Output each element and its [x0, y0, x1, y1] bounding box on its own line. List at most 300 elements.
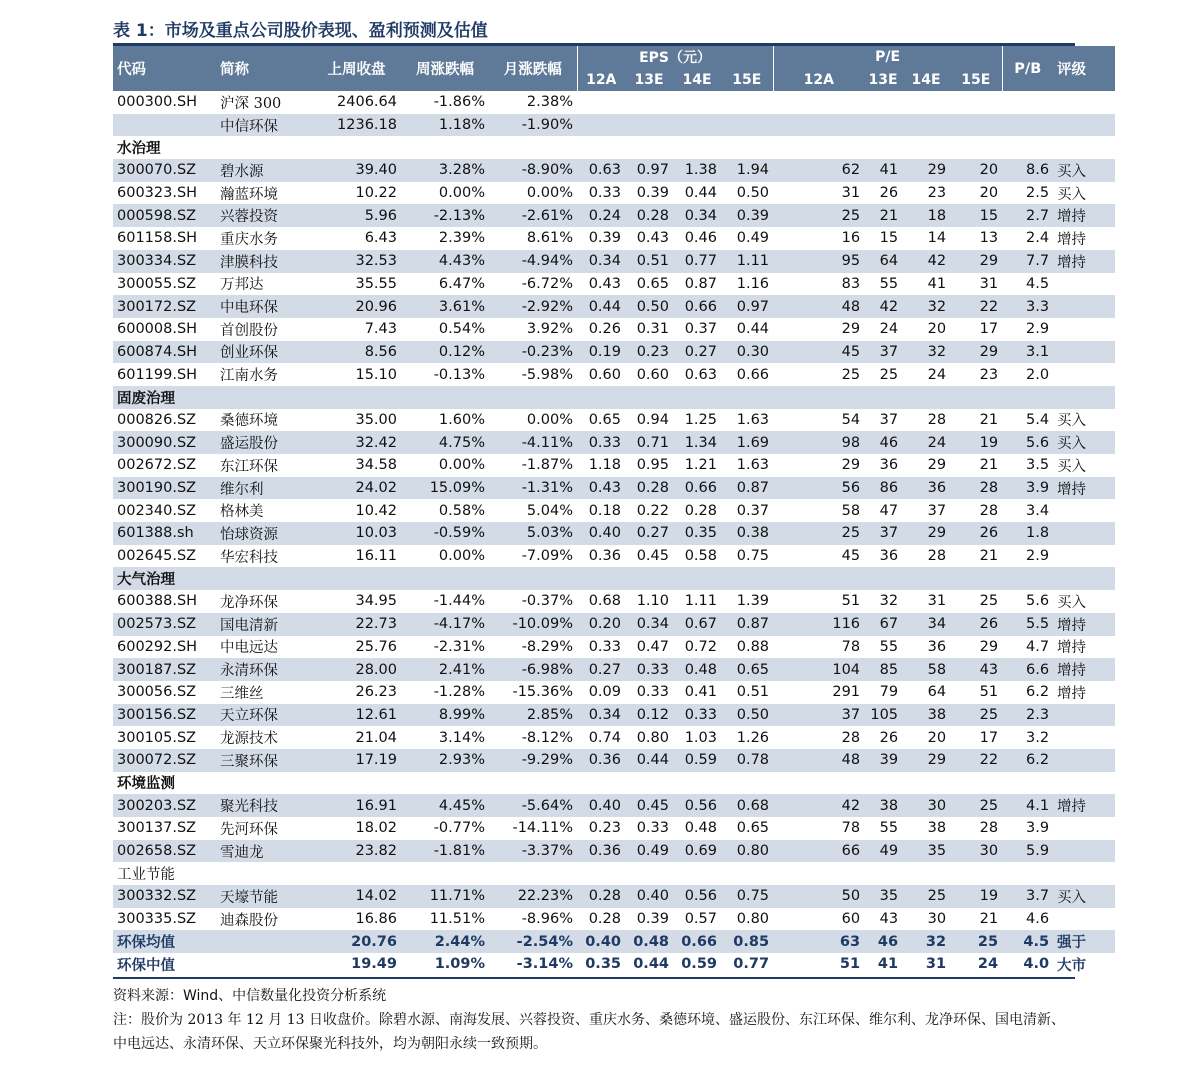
eps-value: 0.44 [736, 321, 770, 338]
eps-value: 0.41 [684, 684, 717, 701]
table-row [113, 499, 1115, 522]
pe-value: 32 [879, 593, 899, 610]
week-change: 3.28% [401, 159, 489, 182]
rating: 增持 [1057, 640, 1087, 657]
month-change: 0.00% [526, 185, 573, 202]
eps-value: 0.60 [636, 366, 669, 383]
stock-name: 盛运股份 [216, 431, 312, 454]
eps-value: 0.36 [588, 548, 621, 565]
pe-value: 56 [773, 477, 864, 500]
pe-value: 24 [879, 321, 899, 338]
pe-value: 20 [927, 321, 947, 338]
pe-value: 31 [841, 185, 861, 202]
eps-value: 0.97 [721, 295, 773, 318]
month-change: -8.29% [521, 638, 573, 655]
eps-value: 0.39 [636, 185, 669, 202]
month-change: -9.29% [489, 749, 577, 772]
last-close: 34.58 [355, 457, 397, 474]
pe-value: 86 [864, 477, 902, 500]
rating: 强于 [1053, 930, 1115, 953]
pb-value: 4.0 [1002, 953, 1053, 976]
eps-value: 0.59 [673, 953, 721, 976]
pb-value: 4.5 [1025, 275, 1050, 292]
week-change: 8.99% [401, 704, 489, 727]
pe-value: 46 [864, 431, 902, 454]
eps-value [577, 114, 625, 137]
pe-value [902, 114, 950, 137]
rating: 买入 [1057, 186, 1087, 203]
eps-value: 0.66 [673, 930, 721, 953]
pe-value: 291 [832, 684, 861, 701]
table-row [113, 454, 1115, 477]
month-change: -2.61% [489, 204, 577, 227]
summary-row [113, 930, 1115, 953]
eps-value: 0.28 [577, 885, 625, 908]
pe-value: 42 [773, 794, 864, 817]
pe-value: 20 [927, 729, 947, 746]
pe-value: 41 [864, 159, 902, 182]
stock-code: 000300.SH [117, 94, 198, 111]
eps-value: 0.27 [673, 341, 721, 364]
eps-value: 0.22 [636, 502, 669, 519]
eps-value: 0.49 [736, 230, 770, 247]
pe-value: 28 [927, 411, 947, 428]
eps-value: 0.44 [684, 185, 717, 202]
pb-value: 4.7 [1025, 638, 1050, 655]
stock-name: 天立环保 [216, 704, 312, 727]
eps-value: 0.09 [588, 684, 621, 701]
month-change: -2.92% [489, 295, 577, 318]
eps-value: 0.36 [577, 749, 625, 772]
eps-value [721, 91, 773, 114]
last-close: 28.00 [312, 658, 401, 681]
eps-value: 0.60 [588, 366, 621, 383]
pe-value: 79 [879, 684, 899, 701]
pe-value: 22 [950, 749, 1002, 772]
last-close: 10.03 [312, 522, 401, 545]
table-row [113, 182, 1115, 205]
table-row [113, 681, 1115, 704]
pe-value [773, 91, 864, 114]
stock-code: 002645.SZ [117, 548, 197, 565]
month-change: 5.03% [489, 522, 577, 545]
month-change: 2.85% [489, 704, 577, 727]
week-change: -0.59% [401, 522, 489, 545]
eps-value: 1.18 [588, 457, 621, 474]
stock-code: 环保均值 [113, 930, 216, 953]
eps-value: 0.40 [625, 885, 673, 908]
eps-value: 1.39 [736, 593, 770, 610]
week-change: 2.41% [401, 658, 489, 681]
week-change: 11.51% [429, 911, 485, 928]
table-row [113, 658, 1115, 681]
table-row [113, 409, 1115, 432]
pe-value: 64 [864, 250, 902, 273]
eps-value: 0.48 [684, 820, 717, 837]
month-change: -10.09% [489, 613, 577, 636]
week-change: 1.60% [438, 411, 485, 428]
eps-value: 0.94 [636, 411, 669, 428]
eps-value: 0.38 [721, 522, 773, 545]
pe-value: 25 [950, 704, 1002, 727]
pe-value: 45 [841, 548, 861, 565]
eps-value: 0.23 [625, 341, 673, 364]
month-change: -15.36% [512, 684, 573, 701]
stock-name: 龙源技术 [220, 731, 278, 748]
stock-code [113, 114, 216, 137]
pe-value: 28 [979, 502, 999, 519]
eps-value [625, 114, 673, 137]
eps-value: 0.40 [577, 522, 625, 545]
pe-value: 45 [773, 341, 864, 364]
last-close: 5.96 [312, 204, 401, 227]
pe-value [950, 91, 1002, 114]
rating: 买入 [1057, 458, 1087, 475]
month-change: -6.98% [489, 658, 577, 681]
eps-value: 0.48 [673, 658, 721, 681]
last-close: 39.40 [312, 159, 401, 182]
pb-value: 2.3 [1002, 704, 1053, 727]
pe-value: 18 [902, 204, 950, 227]
eps-value: 0.56 [673, 794, 721, 817]
last-close: 26.23 [355, 684, 397, 701]
pe-value: 26 [950, 522, 1002, 545]
week-change: 3.61% [401, 295, 489, 318]
rating [1053, 726, 1115, 749]
rating: 大市 [1053, 953, 1115, 976]
pe-value: 63 [773, 930, 864, 953]
stock-code: 601199.SH [117, 366, 198, 383]
col-header-last-close: 上周收盘 [312, 46, 401, 91]
valuation-table [113, 46, 1115, 976]
pe-value: 36 [879, 548, 899, 565]
pe-value: 38 [927, 820, 947, 837]
month-change: -4.11% [489, 431, 577, 454]
pb-value: 3.9 [1025, 820, 1050, 837]
stock-code: 300335.SZ [117, 911, 197, 928]
pb-value: 2.4 [1025, 230, 1050, 247]
pe-value: 24 [950, 953, 1002, 976]
eps-value: 0.80 [721, 840, 773, 863]
stock-code: 300105.SZ [117, 729, 197, 746]
week-change: 2.39% [438, 230, 485, 247]
stock-name: 中电环保 [216, 295, 312, 318]
pe-value: 38 [902, 704, 950, 727]
pe-value: 98 [773, 431, 864, 454]
pb-value: 8.6 [1002, 159, 1053, 182]
pb-value: 5.9 [1002, 840, 1053, 863]
rating [1053, 908, 1115, 931]
pe-value: 50 [773, 885, 864, 908]
eps-value: 0.66 [736, 366, 770, 383]
eps-value [673, 114, 721, 137]
pb-value: 2.5 [1025, 185, 1050, 202]
eps-value: 1.26 [736, 729, 770, 746]
table-title: 表 1：市场及重点公司股价表现、盈利预测及估值 [113, 21, 488, 41]
stock-name: 雪迪龙 [216, 840, 312, 863]
pb-value: 3.3 [1002, 295, 1053, 318]
pe-value: 54 [841, 411, 861, 428]
eps-value: 0.33 [673, 704, 721, 727]
pe-value: 16 [841, 230, 861, 247]
rating [1053, 522, 1115, 545]
pb-value: 3.5 [1025, 457, 1050, 474]
eps-value: 0.66 [673, 477, 721, 500]
eps-value [721, 114, 773, 137]
eps-value: 1.03 [684, 729, 717, 746]
eps-value: 1.94 [721, 159, 773, 182]
source-note: 资料来源：Wind、中信数量化投资分析系统 [113, 988, 387, 1004]
eps-value: 0.67 [673, 613, 721, 636]
pe-value: 25 [950, 794, 1002, 817]
month-change: 8.61% [526, 230, 573, 247]
pe-value [950, 114, 1002, 137]
last-close: 32.42 [312, 431, 401, 454]
eps-value: 0.97 [625, 159, 673, 182]
pe-value: 66 [773, 840, 864, 863]
eps-value: 0.45 [625, 794, 673, 817]
pe-value: 30 [927, 911, 947, 928]
eps-value: 0.87 [721, 613, 773, 636]
stock-code: 300156.SZ [113, 704, 216, 727]
pe-value: 29 [927, 457, 947, 474]
stock-code: 300056.SZ [117, 684, 197, 701]
rating [1053, 273, 1115, 296]
pe-value: 21 [979, 911, 999, 928]
last-close: 16.11 [355, 548, 397, 565]
week-change: 4.43% [401, 250, 489, 273]
eps-value: 0.66 [673, 295, 721, 318]
pe-value: 37 [927, 502, 947, 519]
eps-value: 0.33 [636, 820, 669, 837]
stock-name: 桑德环境 [220, 413, 278, 430]
pb-value [1002, 91, 1053, 114]
last-close: 21.04 [355, 729, 397, 746]
week-change: -1.28% [433, 684, 485, 701]
month-change: -8.12% [521, 729, 573, 746]
pb-value: 5.5 [1002, 613, 1053, 636]
table-row [113, 636, 1115, 659]
pb-value: 3.1 [1002, 341, 1053, 364]
eps-value: 0.34 [577, 250, 625, 273]
last-close: 10.22 [355, 185, 397, 202]
stock-code: 002573.SZ [113, 613, 216, 636]
eps-value: 0.50 [736, 185, 770, 202]
pb-value: 5.6 [1002, 431, 1053, 454]
eps-value: 0.28 [588, 911, 621, 928]
rating [1053, 114, 1115, 137]
table-row [113, 295, 1115, 318]
eps-value: 0.45 [636, 548, 669, 565]
pe-value: 42 [902, 250, 950, 273]
pe-value: 31 [902, 953, 950, 976]
last-close: 14.02 [312, 885, 401, 908]
stock-code: 300332.SZ [113, 885, 216, 908]
last-close: 22.73 [312, 613, 401, 636]
pb-value: 4.5 [1002, 930, 1053, 953]
pe-value: 28 [979, 820, 999, 837]
table-row [113, 908, 1115, 931]
stock-name: 天壕节能 [216, 885, 312, 908]
stock-code: 300070.SZ [113, 159, 216, 182]
pe-value: 14 [927, 230, 947, 247]
stock-name: 华宏科技 [220, 549, 278, 566]
col-header-eps-year: 12A [577, 69, 625, 92]
pe-value: 29 [841, 457, 861, 474]
last-close: 34.95 [355, 593, 397, 610]
eps-value: 0.43 [636, 230, 669, 247]
last-close: 16.91 [312, 794, 401, 817]
col-header-pe-group: P/E [773, 46, 1002, 69]
table-row [113, 363, 1115, 386]
pe-value: 23 [979, 366, 999, 383]
table-row [113, 726, 1115, 749]
pb-value: 3.4 [1025, 502, 1050, 519]
pe-value: 37 [773, 704, 864, 727]
week-change: 2.93% [401, 749, 489, 772]
month-change: -8.90% [489, 159, 577, 182]
pe-value: 48 [773, 295, 864, 318]
eps-value: 0.43 [577, 477, 625, 500]
stock-code: 300334.SZ [113, 250, 216, 273]
month-change: -3.14% [489, 953, 577, 976]
month-change: -7.09% [521, 548, 573, 565]
pe-value: 78 [841, 638, 861, 655]
stock-name: 中信环保 [216, 114, 312, 137]
table-row [113, 204, 1115, 227]
pe-value: 17 [979, 321, 999, 338]
pe-value: 55 [879, 275, 899, 292]
pe-value: 55 [879, 638, 899, 655]
stock-name: 聚光科技 [216, 794, 312, 817]
week-change: 0.00% [438, 185, 485, 202]
pe-value: 42 [864, 295, 902, 318]
pe-value: 58 [902, 658, 950, 681]
stock-name: 东江环保 [220, 458, 278, 475]
last-close: 16.86 [355, 911, 397, 928]
stock-code: 600292.SH [117, 638, 198, 655]
eps-value: 0.35 [577, 953, 625, 976]
month-change: -5.64% [489, 794, 577, 817]
eps-value: 0.39 [721, 204, 773, 227]
eps-value: 0.88 [736, 638, 770, 655]
pe-value: 41 [927, 275, 947, 292]
stock-name: 龙净环保 [220, 594, 278, 611]
eps-value: 0.33 [588, 185, 621, 202]
last-close: 17.19 [312, 749, 401, 772]
eps-value: 0.47 [636, 638, 669, 655]
pe-value: 60 [841, 911, 861, 928]
section-row [113, 772, 1115, 795]
last-close: 24.02 [312, 477, 401, 500]
summary-row [113, 953, 1115, 976]
eps-value: 0.59 [673, 749, 721, 772]
pe-value: 37 [879, 411, 899, 428]
rating: 买入 [1057, 594, 1087, 611]
week-change: 1.18% [401, 114, 489, 137]
eps-value: 0.65 [636, 275, 669, 292]
table-row [113, 91, 1115, 114]
section-row [113, 386, 1115, 409]
last-close: 10.42 [355, 502, 397, 519]
table-row [113, 250, 1115, 273]
table-row [113, 341, 1115, 364]
pe-value: 32 [902, 930, 950, 953]
week-change: 0.12% [401, 341, 489, 364]
eps-value: 0.12 [625, 704, 673, 727]
col-header-week-change: 周涨跌幅 [401, 46, 489, 91]
stock-code: 600874.SH [113, 341, 216, 364]
stock-code: 002340.SZ [117, 502, 197, 519]
eps-value: 0.37 [684, 321, 717, 338]
eps-value: 0.74 [588, 729, 621, 746]
pe-value: 23 [927, 185, 947, 202]
eps-value: 0.31 [636, 321, 669, 338]
eps-value: 0.69 [673, 840, 721, 863]
month-change: -0.37% [521, 593, 573, 610]
rating [1053, 545, 1115, 568]
week-change: 15.09% [401, 477, 489, 500]
rating: 增持 [1053, 204, 1115, 227]
stock-code: 300190.SZ [113, 477, 216, 500]
stock-name [216, 953, 312, 976]
eps-value: 0.40 [577, 930, 625, 953]
pe-value: 25 [841, 366, 861, 383]
eps-value: 0.68 [721, 794, 773, 817]
week-change: -0.13% [433, 366, 485, 383]
last-close: 15.10 [355, 366, 397, 383]
eps-value: 0.26 [588, 321, 621, 338]
pe-value: 26 [879, 185, 899, 202]
pe-value: 21 [864, 204, 902, 227]
pe-value: 24 [902, 431, 950, 454]
stock-code: 300203.SZ [113, 794, 216, 817]
rating [1053, 295, 1115, 318]
stock-name: 中电远达 [220, 640, 278, 657]
rating [1053, 817, 1115, 840]
pe-value: 47 [879, 502, 899, 519]
pe-value: 36 [902, 477, 950, 500]
last-close: 25.76 [355, 638, 397, 655]
rating: 买入 [1053, 159, 1115, 182]
pe-value: 29 [902, 159, 950, 182]
last-close: 35.55 [355, 275, 397, 292]
eps-value: 0.48 [625, 930, 673, 953]
pe-value: 36 [879, 457, 899, 474]
section-label: 水治理 [117, 141, 161, 158]
pb-value: 6.6 [1002, 658, 1053, 681]
pe-value [864, 114, 902, 137]
month-change: -1.87% [521, 457, 573, 474]
pe-value: 105 [864, 704, 902, 727]
month-change: 3.92% [526, 321, 573, 338]
eps-value: 0.50 [625, 295, 673, 318]
pe-value: 13 [979, 230, 999, 247]
pe-value: 41 [864, 953, 902, 976]
section-label: 工业节能 [117, 867, 175, 884]
table-row [113, 114, 1115, 137]
last-close: 19.49 [312, 953, 401, 976]
pb-value: 6.2 [1002, 749, 1053, 772]
stock-name: 先河环保 [220, 821, 278, 838]
eps-value: 0.65 [736, 820, 770, 837]
pe-value: 51 [841, 593, 861, 610]
pe-value: 21 [979, 548, 999, 565]
eps-value: 0.56 [673, 885, 721, 908]
rating [1053, 341, 1115, 364]
stock-name [216, 930, 312, 953]
eps-value: 0.33 [577, 431, 625, 454]
